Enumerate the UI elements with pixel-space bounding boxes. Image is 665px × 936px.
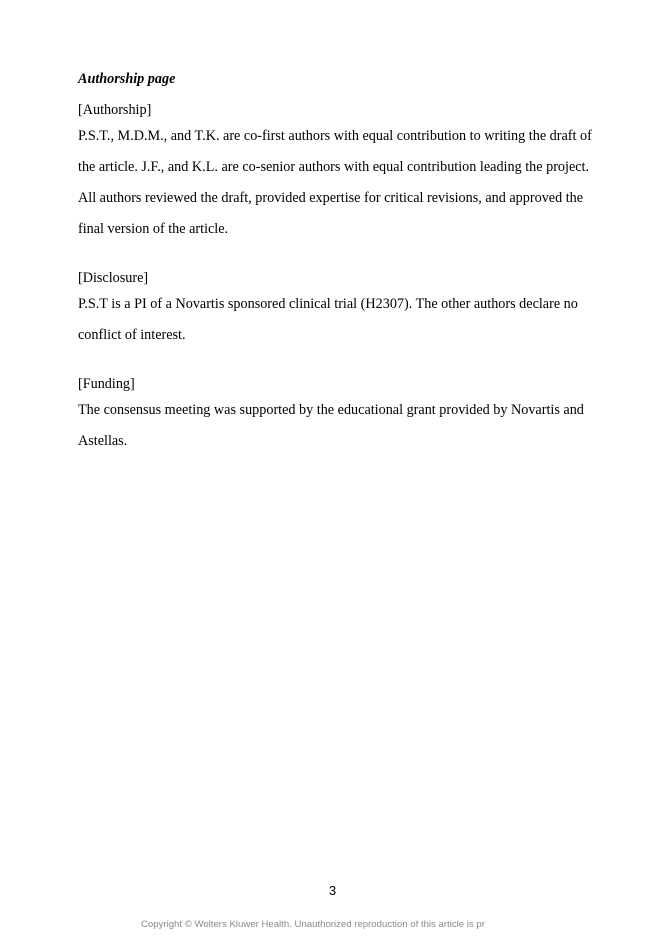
paragraph-line: The consensus meeting was supported by the educational grant provided by Novartis and xyxy=(78,402,584,418)
page-number: 3 xyxy=(328,883,337,898)
authorship-paragraph xyxy=(78,121,592,245)
paragraph-line: Astellas. xyxy=(78,433,128,449)
section-label-authorship: [Authorship] xyxy=(78,102,152,118)
section-funding xyxy=(78,374,588,457)
section-authorship xyxy=(78,100,592,245)
copyright-notice: Copyright © Wolters Kluwer Health. Unauthorized reproduction of this article is pr xyxy=(141,919,485,930)
disclosure-paragraph xyxy=(78,289,588,351)
paragraph-line: All authors reviewed the draft, provided expertise for critical revisions, and approved the xyxy=(78,190,584,206)
paragraph-line: final version of the article. xyxy=(78,221,229,237)
section-label-disclosure: [Disclosure] xyxy=(78,270,149,286)
paragraph-line: conflict of interest. xyxy=(78,327,186,343)
section-disclosure xyxy=(78,268,588,351)
section-label-funding: [Funding] xyxy=(78,376,135,392)
paragraph-line: P.S.T is a PI of a Novartis sponsored clinical trial (H2307). The other authors declare no xyxy=(78,296,578,312)
funding-paragraph xyxy=(78,395,588,457)
page-content xyxy=(78,69,592,457)
paragraph-line: the article. J.F., and K.L. are co-senior authors with equal contribution leading the project. xyxy=(78,159,590,175)
page-title: Authorship page xyxy=(78,71,176,87)
paragraph-line: P.S.T., M.D.M., and T.K. are co-first authors with equal contribution to writing the draft of xyxy=(78,128,592,144)
